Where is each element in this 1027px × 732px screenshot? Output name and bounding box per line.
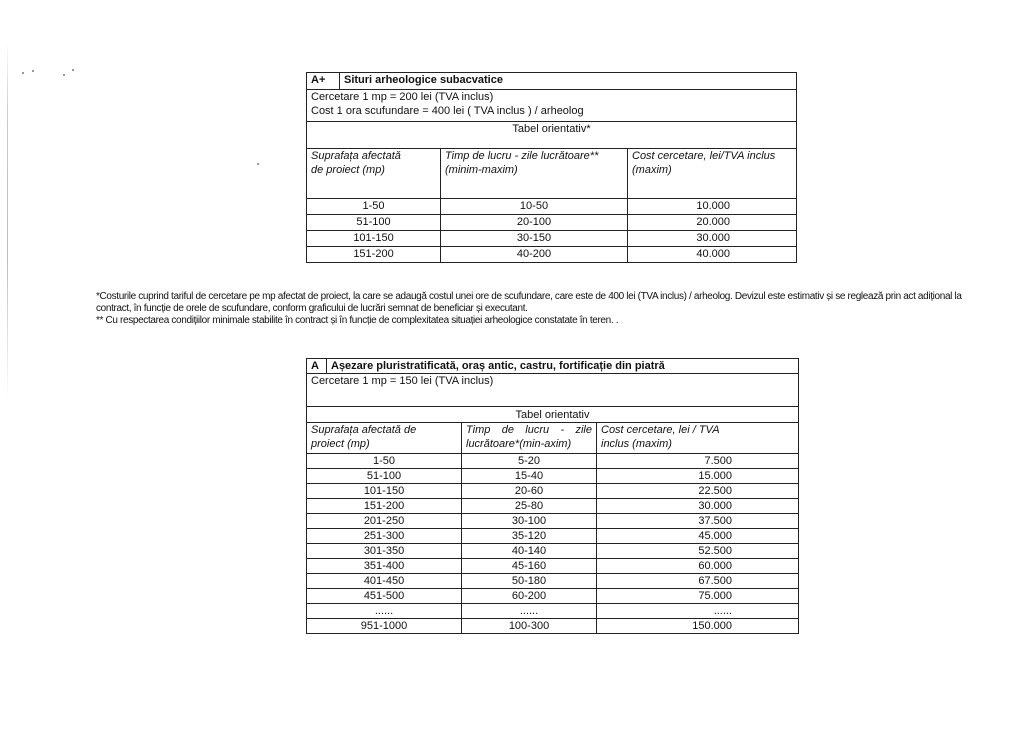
cost-cell: 15.000 <box>597 469 799 484</box>
area-cell: 51-100 <box>307 469 462 484</box>
cost-cell: 40.000 <box>628 247 797 263</box>
table-row <box>307 589 799 604</box>
category-title: Situri arheologice subacvatice <box>340 73 797 90</box>
footnote-costs: *Costurile cuprind tariful de cercetare pe mp afectat de proiect, la care se adaugă costul unei ore de scufundare, care este de 400 lei (TVA inclus) / arheolog. Devizul este estimativ și se reglează prin act adițional la <box>96 291 962 302</box>
time-cell: 15-40 <box>462 469 597 484</box>
time-cell: 100-300 <box>462 619 597 634</box>
table-underwater-sites <box>306 72 797 263</box>
category-code: A <box>307 359 327 374</box>
area-cell: 351-400 <box>307 559 462 574</box>
scan-speck <box>257 163 259 165</box>
area-cell: 951-1000 <box>307 619 462 634</box>
area-cell: 401-450 <box>307 574 462 589</box>
table-row <box>307 199 797 215</box>
time-cell: 35-120 <box>462 529 597 544</box>
table-multilayer-settlement <box>306 358 799 634</box>
area-cell: 451-500 <box>307 589 462 604</box>
area-cell: 151-200 <box>307 247 441 263</box>
cost-cell: 22.500 <box>597 484 799 499</box>
cost-cell: 37.500 <box>597 514 799 529</box>
table-row <box>307 484 799 499</box>
table-row <box>307 499 799 514</box>
time-cell: 40-200 <box>441 247 628 263</box>
table-row <box>307 231 797 247</box>
column-header-time: Timp de lucru - zile lucrătoare*(min-axim) <box>462 423 597 454</box>
scan-speck <box>63 74 65 76</box>
time-cell: 30-150 <box>441 231 628 247</box>
area-cell: 1-50 <box>307 199 441 215</box>
cost-cell: ...... <box>597 604 799 619</box>
column-header-area: Suprafața afectată de proiect (mp) <box>307 149 441 199</box>
column-header-area: Suprafața afectată de proiect (mp) <box>307 423 462 454</box>
cost-cell: 10.000 <box>628 199 797 215</box>
area-cell: 151-200 <box>307 499 462 514</box>
table-row <box>307 574 799 589</box>
category-code: A+ <box>307 73 340 90</box>
price-line: Cercetare 1 mp = 200 lei (TVA inclus) <box>311 91 494 103</box>
scan-speck <box>72 69 74 71</box>
table-row <box>307 469 799 484</box>
scan-speck <box>32 70 34 72</box>
footnotes <box>96 291 1012 327</box>
cost-cell: 75.000 <box>597 589 799 604</box>
time-cell: 50-180 <box>462 574 597 589</box>
area-cell: 201-250 <box>307 514 462 529</box>
scan-speck <box>22 72 24 74</box>
time-cell: 20-100 <box>441 215 628 231</box>
price-info <box>307 90 797 122</box>
table-row <box>307 544 799 559</box>
column-header-cost: Cost cercetare, lei/TVA inclus (maxim) <box>628 149 797 199</box>
area-cell: ...... <box>307 604 462 619</box>
cost-cell: 20.000 <box>628 215 797 231</box>
time-cell: 45-160 <box>462 559 597 574</box>
category-title: Așezare pluristratificată, oraș antic, castru, fortificație din piatră <box>327 359 799 374</box>
table-caption: Tabel orientativ* <box>307 122 797 149</box>
cost-cell: 60.000 <box>597 559 799 574</box>
table-row <box>307 604 799 619</box>
table-row <box>307 514 799 529</box>
footnote-costs-continued: contract, în funcție de orele de scufundare, conform graficului de lucrări semnat de beneficiar și executant. <box>96 303 528 314</box>
price-line: Cercetare 1 mp = 150 lei (TVA inclus) <box>307 374 799 407</box>
time-cell: 40-140 <box>462 544 597 559</box>
cost-cell: 7.500 <box>597 454 799 469</box>
table-row <box>307 454 799 469</box>
area-cell: 251-300 <box>307 529 462 544</box>
table-row <box>307 247 797 263</box>
table-row <box>307 619 799 634</box>
time-cell: 25-80 <box>462 499 597 514</box>
area-cell: 101-150 <box>307 484 462 499</box>
area-cell: 301-350 <box>307 544 462 559</box>
time-cell: 10-50 <box>441 199 628 215</box>
cost-cell: 52.500 <box>597 544 799 559</box>
time-cell: 5-20 <box>462 454 597 469</box>
area-cell: 51-100 <box>307 215 441 231</box>
table-row <box>307 215 797 231</box>
area-cell: 1-50 <box>307 454 462 469</box>
time-cell: 60-200 <box>462 589 597 604</box>
time-cell: 20-60 <box>462 484 597 499</box>
cost-cell: 45.000 <box>597 529 799 544</box>
cost-cell: 67.500 <box>597 574 799 589</box>
area-cell: 101-150 <box>307 231 441 247</box>
table-caption: Tabel orientativ <box>307 407 799 423</box>
table-row <box>307 559 799 574</box>
cost-cell: 150.000 <box>597 619 799 634</box>
cost-cell: 30.000 <box>628 231 797 247</box>
table-row <box>307 529 799 544</box>
time-cell: 30-100 <box>462 514 597 529</box>
scan-edge-artifact <box>7 40 8 400</box>
time-cell: ...... <box>462 604 597 619</box>
cost-cell: 30.000 <box>597 499 799 514</box>
column-header-time: Timp de lucru - zile lucrătoare** (minim-maxim) <box>441 149 628 199</box>
column-header-cost: Cost cercetare, lei / TVA inclus (maxim) <box>597 423 799 454</box>
dive-cost-line: Cost 1 ora scufundare = 400 lei ( TVA inclus ) / arheolog <box>311 105 584 117</box>
footnote-conditions: ** Cu respectarea condițiilor minimale stabilite în contract și în funcție de complexitatea situației arheologice constatate în teren. . <box>96 315 619 326</box>
